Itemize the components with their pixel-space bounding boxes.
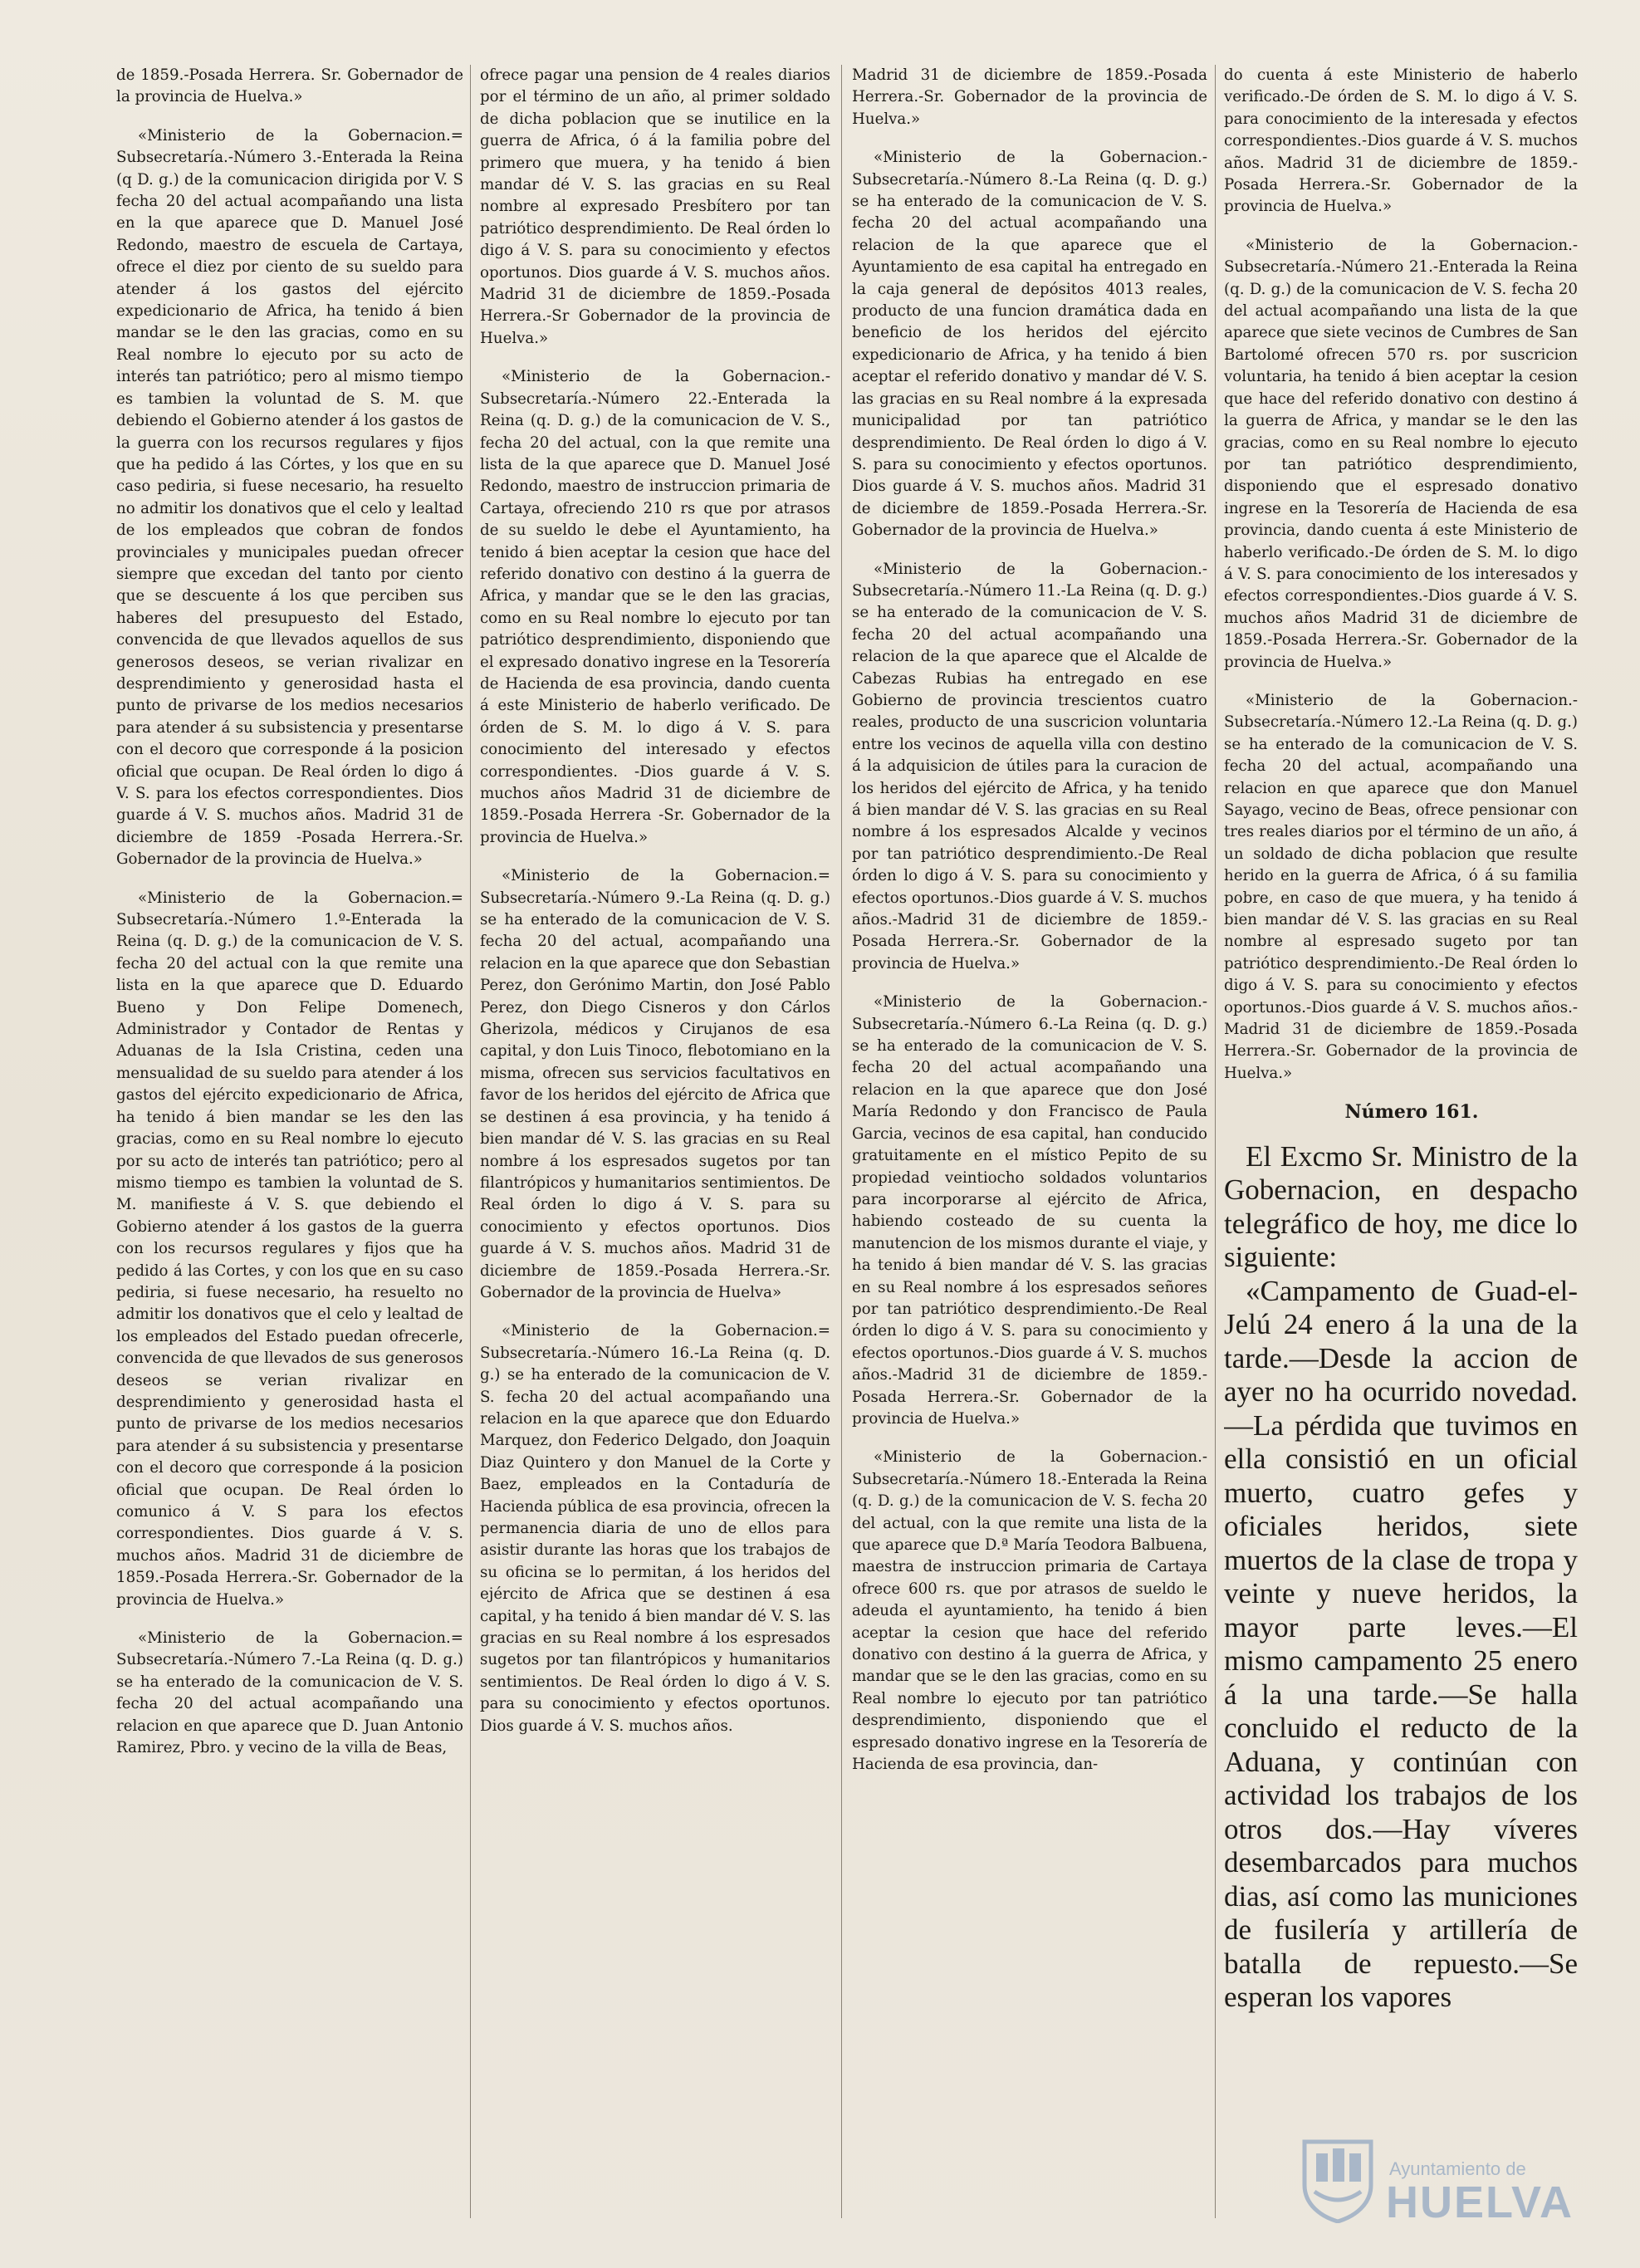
notice-paragraph: de 1859.-Posada Herrera. Sr. Gobernador de la provincia de Huelva.»	[116, 66, 463, 106]
column-4	[1224, 65, 1578, 2218]
section-heading: Número 161.	[1344, 1101, 1479, 1124]
notice-paragraph: «Ministerio de la Gobernacion.-Subsecretaría.-Número 11.-La Reina (q. D. g.) se ha enterado de la comunicacion de V. S. fecha 20 del actual acompañando una relacion de la que aparece que el Alcalde de Cabezas Rubias ha entregado en ese Gobierno de provincia trescientos cuatro reales, producto de una suscricion voluntaria entre los vecinos de aquella villa con destino á la adquisicion de útiles para la curacion de los heridos del ejército de Africa, y ha tenido á bien mandar dé V. S. las gracias en su Real nombre á los espresados Alcalde y vecinos por tan patriótico desprendimiento.-De Real órden lo digo á V. S. para su conocimiento y efectos oportunos.-Dios guarde á V. S. muchos años.-Madrid 31 de diciembre de 1859.-Posada Herrera.-Sr. Gobernador de la provincia de Huelva.»	[852, 560, 1207, 972]
column-3	[852, 65, 1207, 2218]
notice-paragraph: ofrece pagar una pension de 4 reales diarios por el término de un año, al primer soldado de dicha poblacion que se inutilice en la guerra de Africa, ó á la familia pobre del primero que muera, y ha tenido á bien mandar dé V. S. las gracias en su Real nombre al expresado Presbítero por tan patriótico desprendimiento. De Real órden lo digo á V. S. para su conocimiento y efectos oportunos. Dios guarde á V. S. muchos años. Madrid 31 de diciembre de 1859.-Posada Herrera.-Sr Gobernador de la provincia de Huelva.»	[480, 66, 830, 347]
notice-paragraph: «Ministerio de la Gobernacion.= Subsecretaría.-Número 9.-La Reina (q. D. g.) se ha enterado de la comunicacion de V. S. fecha 20 del actual, acompañando una relacion en la que aparece que don Sebastian Perez, don Gerónimo Martin, don José Pablo Perez, don Diego Cisneros y don Cárlos Gherizola, médicos y Cirujanos de esa capital, y don Luis Tinoco, flebotomiano en la misma, ofrecen sus servicios facultativos en favor de los heridos del ejército de Africa que se destinen á esa provincia, y ha tenido á bien mandar dé V. S. las gracias en su Real nombre á los espresados sugetos por tan filantrópicos y humanitarios sentimientos. De Real órden lo digo á V. S. para su conocimiento y efectos oportunos. Dios guarde á V. S. muchos años. Madrid 31 de diciembre de 1859.-Posada Herrera.-Sr. Gobernador de la provincia de Huelva»	[480, 867, 830, 1301]
telegram-paragraph: El Excmo Sr. Ministro de la Gobernacion, en despacho telegráfico de hoy, me dice lo siguiente:	[1224, 1139, 1578, 1274]
notice-paragraph: Madrid 31 de diciembre de 1859.-Posada Herrera.-Sr. Gobernador de la provincia de Huelva.»	[852, 66, 1207, 128]
column-4-notices	[1224, 65, 1578, 1085]
notice-paragraph: «Ministerio de la Gobernacion.= Subsecretaría.-Número 16.-La Reina (q. D. g.) se ha enterado de la comunicacion de V. S. fecha 20 del actual acompañando una relacion en la que aparece que don Eduardo Marquez, don Federico Delgado, don Joaquin Diaz Quintero y don Manuel de la Corte y Baez, empleados en la Contaduría de Hacienda pública de esa provincia, ofrecen la permanencia diaria de uno de ellos para asistir durante las horas que los trabajos de su oficina se lo permitan, á los heridos del ejército de Africa que se destinen á esa capital, y ha tenido á bien mandar dé V. S. las gracias en su Real nombre á los espresados sugetos por tan filantrópicos y humanitarios sentimientos. De Real órden lo digo á V. S. para su conocimiento y efectos oportunos. Dios guarde á V. S. muchos años.	[480, 1322, 830, 1735]
coat-of-arms-icon	[1300, 2137, 1376, 2223]
column-rule	[841, 65, 842, 2218]
column-1	[116, 65, 463, 2218]
column-rule	[1215, 65, 1216, 2218]
telegram-paragraph: «Campamento de Guad-el-Jelú 24 enero á la una de la tarde.—Desde la accion de ayer no ha ocurrido novedad.—La pérdida que tuvimos en ella consistió en un oficial muerto, cuatro gefes y oficiales heridos, siete muertos de la clase de tropa y veinte y nueve heridos, la mayor parte leves.—El mismo campamento 25 enero á la una tarde.—Se halla concluido el reducto de la Aduana, y continúan con actividad los trabajos de los otros dos.—Hay víveres desembarcados para muchos dias, así como las municiones de fusilería y artillería de batalla de repuesto.—Se esperan los vapores	[1224, 1274, 1578, 2014]
notice-paragraph: do cuenta á este Ministerio de haberlo verificado.-De órden de S. M. lo digo á V. S. para conocimiento de la interesada y efectos correspondientes.-Dios guarde á V. S. muchos años. Madrid 31 de diciembre de 1859.-Posada Herrera.-Sr. Gobernador de la provincia de Huelva.»	[1224, 66, 1578, 216]
telegram-dispatch	[1224, 1140, 1578, 2015]
notice-paragraph: «Ministerio de la Gobernacion.-Subsecretaría.-Número 21.-Enterada la Reina (q. D. g.) de la comunicacion de V. S. fecha 20 del actual acompañando una lista de la que aparece que siete vecinos de Cumbres de San Bartolomé ofrecen 570 rs. por suscricion voluntaria, ha tenido á bien aceptar la cesion que hace del referido donativo con destino á la guerra de Africa, y mandar se le den las gracias, como en su Real nombre lo ejecuto por tan patriótico desprendimiento, disponiendo que el espresado donativo ingrese en la Tesorería de Hacienda de esa provincia, dando cuenta á este Ministerio de haberlo verificado.-De órden de S. M. lo digo á V. S. para conocimiento de los interesados y efectos correspondientes.-Dios guarde á V. S. muchos años Madrid 31 de diciembre de 1859.-Posada Herrera.-Sr. Gobernador de la provincia de Huelva.»	[1224, 236, 1578, 671]
notice-paragraph: «Ministerio de la Gobernacion.-Subsecretaría.-Número 18.-Enterada la Reina (q. D. g.) de la comunicacion de V. S. fecha 20 del actual, con la que remite una lista de la que aparece que D.ª María Teodora Balbuena, maestra de instruccion primaria de Cartaya ofrece 600 rs. que por atrasos de sueldo le adeuda el ayuntamiento, ha tenido á bien aceptar la cesion que hace del referido donativo con destino á la guerra de Africa, y mandar que se le den las gracias, como en su Real nombre lo ejecuto por tan patriótico desprendimiento, disponiendo que el espresado donativo ingrese en la Tesorería de Hacienda de esa provincia, dan-	[852, 1448, 1207, 1774]
notice-paragraph: «Ministerio de la Gobernacion.-Subsecretaría.-Número 12.-La Reina (q. D. g.) se ha enterado de la comunicacion de V. S. fecha 20 del actual, acompañando una relacion en que aparece que don Manuel Sayago, vecino de Beas, ofrece pensionar con tres reales diarios por el término de un año, á un soldado de dicha poblacion que resulte herido en la guerra de Africa, ó á su familia pobre, en caso de que muera, y ha tenido á bien mandar dé V. S. las gracias en su Real nombre al espresado sugeto por tan patriótico desprendimiento.-De Real órden lo digo á V. S. para su conocimiento y efectos oportunos.-Dios guarde á V. S. muchos años.-Madrid 31 de diciembre de 1859.-Posada Herrera.-Sr. Gobernador de la provincia de Huelva.»	[1224, 691, 1578, 1082]
archive-watermark	[1300, 2130, 1574, 2228]
notice-paragraph: «Ministerio de la Gobernacion.-Subsecretaría.-Número 8.-La Reina (q. D. g.) se ha enterado de la comunicacion de V. S. fecha 20 del actual acompañando una relacion de la que aparece que el Ayuntamiento de esa capital ha entregado en la caja general de depósitos 4013 reales, producto de una funcion dramática dada en beneficio de los heridos del ejército expedicionario de Africa, y ha tenido á bien aceptar el referido donativo y mandar dé V. S. las gracias en su Real nombre á la expresada municipalidad por tan patriótico desprendimiento. De Real órden lo digo á V. S. para su conocimiento y efectos oportunos. Dios guarde á V. S. muchos años. Madrid 31 de diciembre de 1859.-Posada Herrera.-Sr. Gobernador de la provincia de Huelva.»	[852, 149, 1207, 540]
column-rule	[470, 65, 471, 2218]
notice-paragraph: «Ministerio de la Gobernacion.= Subsecretaría.-Número 3.-Enterada la Reina (q D. g.) de la comunicacion dirigida por V. S fecha 20 del actual acompañando una lista en la que aparece que D. Manuel José Redondo, maestro de escuela de Cartaya, ofrece el diez por ciento de su sueldo para atender á los gastos del ejército expedicionario de Africa, ha tenido á bien mandar se le den las gracias, como en su Real nombre lo ejecuto por su acto de interés tan patriótico; pero al mismo tiempo es tambien la voluntad de S. M. que debiendo el Gobierno atender á los gastos de la guerra con los recursos regulares y fijos que ha pedido á las Córtes, y los que en su caso pediria, si fuese necesario, ha resuelto no admitir los donativos que el celo y lealtad de los empleados que cobran de fondos provinciales y municipales puedan ofrecer siempre que excedan del tanto por ciento que se descuente á los que perciben sus haberes del presupuesto del Estado, convencida de que llevados aquellos de sus generosos deseos, se verian rivalizar en desprendimiento y generosidad hasta el punto de privarse de los medios necesarios para atender á su subsistencia y presentarse con el decoro que corresponde á la posicion oficial que ocupan. De Real órden lo digo á V. S. para los efectos correspondientes. Dios guarde á V. S. muchos años. Madrid 31 de diciembre de 1859 -Posada Herrera.-Sr. Gobernador de la provincia de Huelva.»	[116, 126, 463, 869]
notice-paragraph: «Ministerio de la Gobernacion.-Subsecretaría.-Número 22.-Enterada la Reina (q. D. g.) de la comunicacion de V. S., fecha 20 del actual, con la que remite una lista de la que aparece que D. Manuel José Redondo, maestro de instruccion primaria de Cartaya, ofreciendo 210 rs que por atrasos de su sueldo le debe el Ayuntamiento, ha tenido á bien aceptar la cesion que hace del referido donativo con destino á la guerra de Africa, y mandar que se le den las gracias, como en su Real nombre lo ejecuto por tan patriótico desprendimiento, disponiendo que el expresado donativo ingrese en la Tesorería de Hacienda de esa provincia, dando cuenta á este Ministerio de haberlo verificado. De órden de S. M. lo digo á V. S. para conocimiento del interesado y efectos correspondientes. -Dios guarde á V. S. muchos años Madrid 31 de diciembre de 1859.-Posada Herrera -Sr. Gobernador de la provincia de Huelva.»	[480, 368, 830, 846]
watermark-city: HUELVA	[1386, 2177, 1574, 2227]
notice-paragraph: «Ministerio de la Gobernacion.= Subsecretaría.-Número 1.º-Enterada la Reina (q. D. g.) de la comunicacion de V. S. fecha 20 del actual con la que remite una lista en la que aparece que D. Eduardo Bueno y Don Felipe Domenech, Administrador y Contador de Rentas y Aduanas de la Isla Cristina, ceden una mensualidad de su sueldo para atender á los gastos del ejército expedicionario de Africa, ha tenido á bien mandar se les den las gracias, como en su Real nombre lo ejecuto por su acto de interés tan patriótico; pero al mismo tiempo es tambien la voluntad de S. M. manifieste á V. S. que debiendo el Gobierno atender á los gastos de la guerra con los recursos regulares y fijos que ha pedido á las Cortes, y con los que en su caso pediria, si fuese necesario, ha resuelto no admitir los donativos que el celo y lealtad de los empleados del Estado puedan ofrecerle, convencida de que llevados de sus generosos deseos se verian rivalizar en desprendimiento y generosidad hasta el punto de privarse de los medios necesarios para atender á su subsistencia y presentarse con el decoro que corresponde á la posicion oficial que ocupan. De Real órden lo comunico á V. S para los efectos correspondientes. Dios guarde á V. S. muchos años. Madrid 31 de diciembre de 1859.-Posada Herrera.-Sr. Gobernador de la provincia de Huelva.»	[116, 889, 463, 1609]
notice-paragraph: «Ministerio de la Gobernacion.= Subsecretaría.-Número 7.-La Reina (q. D. g.) se ha enterado de la comunicacion de V. S. fecha 20 del actual acompañando una relacion en que aparece que D. Juan Antonio Ramirez, Pbro. y vecino de la villa de Beas,	[116, 1629, 463, 1757]
watermark-org: Ayuntamiento de	[1389, 2158, 1526, 2179]
column-2	[480, 65, 830, 2218]
notice-paragraph: «Ministerio de la Gobernacion.-Subsecretaría.-Número 6.-La Reina (q. D. g.) se ha enterado de la comunicacion de V. S. fecha 20 del actual acompañando una relacion en la que aparece que don José María Redondo y don Francisco de Paula Garcia, vecinos de esa capital, han conducido gratuitamente en el místico Pepito de su propiedad veintiocho soldados voluntarios para incorporarse al ejército de Africa, habiendo costeado de su cuenta la manutencion de los mismos durante el viaje, y ha tenido á bien mandar dé V. S. las gracias en su Real nombre á los espresados señores por tan patriótico desprendimiento.-De Real órden lo digo á V. S. para su conocimiento y efectos oportunos.-Dios guarde á V. S. muchos años.-Madrid 31 de diciembre de 1859.-Posada Herrera.-Sr. Gobernador de la provincia de Huelva.»	[852, 993, 1207, 1428]
